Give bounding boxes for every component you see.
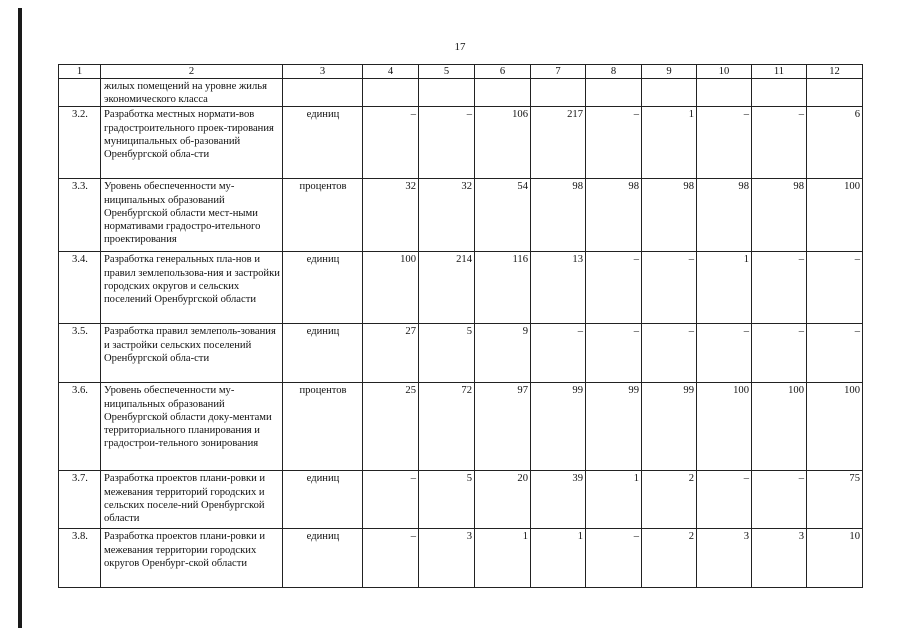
row-value: 106: [475, 107, 531, 179]
table-row: [59, 324, 863, 383]
row-value: 1: [475, 529, 531, 588]
row-value: –: [642, 252, 697, 324]
row-value: 39: [531, 471, 586, 529]
row-value: 5: [419, 324, 475, 383]
row-value: –: [807, 252, 863, 324]
header-cell: 12: [807, 65, 863, 79]
row-name: Разработка генеральных пла-нов и правил землепользова-ния и застройки городских округов и сельских поселений Оренбургской области: [101, 252, 283, 324]
row-value: 1: [586, 471, 642, 529]
row-value: 3: [419, 529, 475, 588]
row-value: 98: [697, 179, 752, 252]
row-value: 2: [642, 529, 697, 588]
table-row: [59, 252, 863, 324]
row-value: [642, 79, 697, 107]
row-value: 3: [752, 529, 807, 588]
row-unit: единиц: [283, 471, 363, 529]
row-name: Разработка правил землеполь-зования и застройки сельских поселений Оренбургской обла-сти: [101, 324, 283, 383]
row-value: 13: [531, 252, 586, 324]
row-value: –: [752, 107, 807, 179]
row-value: 99: [531, 383, 586, 471]
row-name: Разработка проектов плани-ровки и межевания территории городских округов Оренбург-ской области: [101, 529, 283, 588]
row-value: –: [697, 107, 752, 179]
data-table: [58, 64, 863, 588]
table-row: [59, 179, 863, 252]
row-value: [363, 79, 419, 107]
row-value: 27: [363, 324, 419, 383]
row-value: 9: [475, 324, 531, 383]
row-name: жилых помещений на уровне жилья экономического класса: [101, 79, 283, 107]
row-value: 100: [752, 383, 807, 471]
row-value: 214: [419, 252, 475, 324]
row-value: 98: [642, 179, 697, 252]
row-value: 5: [419, 471, 475, 529]
page-number: 17: [454, 41, 466, 53]
row-value: 2: [642, 471, 697, 529]
row-code: 3.6.: [59, 383, 101, 471]
row-value: 54: [475, 179, 531, 252]
row-value: –: [697, 471, 752, 529]
row-code: 3.7.: [59, 471, 101, 529]
row-value: –: [697, 324, 752, 383]
row-value: –: [586, 529, 642, 588]
header-cell: 7: [531, 65, 586, 79]
row-value: –: [586, 107, 642, 179]
row-unit: единиц: [283, 324, 363, 383]
row-value: 32: [363, 179, 419, 252]
row-value: 98: [531, 179, 586, 252]
row-value: 32: [419, 179, 475, 252]
row-value: –: [586, 324, 642, 383]
row-name: Разработка проектов плани-ровки и межевания территорий городских и сельских поселе-ний Оренбургской области: [101, 471, 283, 529]
row-value: [697, 79, 752, 107]
row-value: 72: [419, 383, 475, 471]
row-unit: единиц: [283, 252, 363, 324]
row-value: 75: [807, 471, 863, 529]
row-code: 3.4.: [59, 252, 101, 324]
row-value: [475, 79, 531, 107]
row-value: 99: [642, 383, 697, 471]
row-value: –: [586, 252, 642, 324]
row-value: 217: [531, 107, 586, 179]
row-value: –: [363, 529, 419, 588]
table-row: [59, 79, 863, 107]
row-code: [59, 79, 101, 107]
row-value: –: [363, 107, 419, 179]
row-value: 98: [586, 179, 642, 252]
row-value: –: [752, 324, 807, 383]
row-value: –: [642, 324, 697, 383]
row-value: 97: [475, 383, 531, 471]
row-value: 99: [586, 383, 642, 471]
header-cell: 9: [642, 65, 697, 79]
row-value: 6: [807, 107, 863, 179]
row-value: –: [807, 324, 863, 383]
header-cell: 5: [419, 65, 475, 79]
header-cell: 10: [697, 65, 752, 79]
row-value: 100: [363, 252, 419, 324]
row-value: 1: [531, 529, 586, 588]
header-cell: 6: [475, 65, 531, 79]
row-value: [752, 79, 807, 107]
row-code: 3.5.: [59, 324, 101, 383]
row-value: [531, 79, 586, 107]
row-value: 100: [807, 179, 863, 252]
row-unit: единиц: [283, 529, 363, 588]
row-name: Разработка местных нормати-вов градостроительного проек-тирования муниципальных об-разований Оренбургской обла-сти: [101, 107, 283, 179]
header-cell: 8: [586, 65, 642, 79]
row-value: [586, 79, 642, 107]
header-cell: 11: [752, 65, 807, 79]
row-value: [419, 79, 475, 107]
page-edge-bar: [18, 8, 22, 628]
row-value: 100: [807, 383, 863, 471]
header-cell: 2: [101, 65, 283, 79]
row-value: 20: [475, 471, 531, 529]
table-row: [59, 529, 863, 588]
row-value: 1: [697, 252, 752, 324]
header-row: [59, 65, 863, 79]
header-cell: 1: [59, 65, 101, 79]
row-value: –: [419, 107, 475, 179]
table-row: [59, 383, 863, 471]
row-value: –: [752, 252, 807, 324]
header-cell: 3: [283, 65, 363, 79]
row-value: 1: [642, 107, 697, 179]
row-unit: процентов: [283, 179, 363, 252]
row-unit: процентов: [283, 383, 363, 471]
row-value: 3: [697, 529, 752, 588]
row-code: 3.2.: [59, 107, 101, 179]
row-name: Уровень обеспеченности му-ниципальных образований Оренбургской области мест-ными нормативами градостро-ительного проектирования: [101, 179, 283, 252]
row-value: 10: [807, 529, 863, 588]
row-value: [807, 79, 863, 107]
row-value: 98: [752, 179, 807, 252]
row-value: –: [531, 324, 586, 383]
row-code: 3.8.: [59, 529, 101, 588]
table-row: [59, 471, 863, 529]
row-name: Уровень обеспеченности му-ниципальных образований Оренбургской области доку-ментами территориального планирования и градострои-тельного зонирования: [101, 383, 283, 471]
row-value: –: [363, 471, 419, 529]
row-unit: [283, 79, 363, 107]
row-code: 3.3.: [59, 179, 101, 252]
table-row: [59, 107, 863, 179]
row-value: –: [752, 471, 807, 529]
header-cell: 4: [363, 65, 419, 79]
row-unit: единиц: [283, 107, 363, 179]
row-value: 25: [363, 383, 419, 471]
row-value: 100: [697, 383, 752, 471]
row-value: 116: [475, 252, 531, 324]
